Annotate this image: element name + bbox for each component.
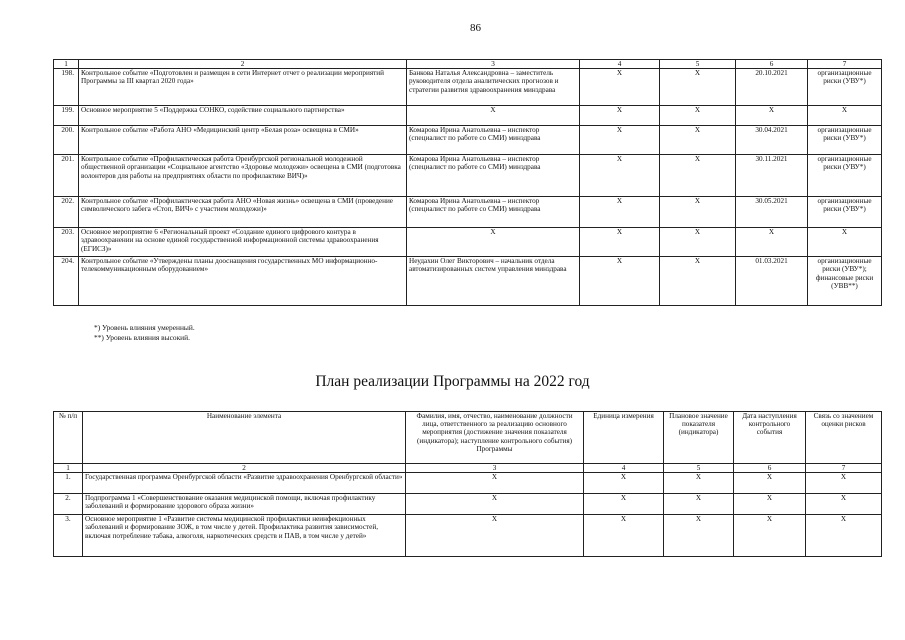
element-name: Основное мероприятие 5 «Поддержка СОНКО, содействие социального партнерства»	[79, 106, 407, 126]
element-name: Основное мероприятие 6 «Региональный проект «Создание единого цифрового контура в здравоохранении на основе единой государственной информационной системы здравоохранения (ЕГИСЗ)»	[79, 228, 407, 257]
footnote-high: **) Уровень влияния высокий.	[94, 332, 190, 342]
plan-value-cell: Х	[664, 473, 734, 494]
plan-value-cell: Х	[660, 228, 736, 257]
risk-cell: Х	[808, 106, 882, 126]
element-name: Государственная программа Оренбургской области «Развитие здравоохранения Оренбургской области»	[83, 473, 406, 494]
table-row	[54, 473, 882, 494]
column-number: 4	[584, 464, 664, 473]
element-name: Контрольное событие «Профилактическая работа АНО «Новая жизнь» освещена в СМИ (проведение символического забега «Стоп, ВИЧ» с участием молодежи)»	[79, 197, 407, 228]
unit-cell: Х	[584, 515, 664, 557]
column-number: 5	[664, 464, 734, 473]
row-number: 202.	[54, 197, 79, 228]
unit-cell: Х	[580, 126, 660, 155]
column-number: 6	[736, 60, 808, 69]
risk-cell: организационные риски (УВУ*)	[808, 69, 882, 106]
event-date-cell: Х	[734, 515, 806, 557]
element-name: Контрольное событие «Подготовлен и размещен в сети Интернет отчет о реализации мероприятий Программы за III квартал 2020 года»	[79, 69, 407, 106]
plan-value-cell: Х	[664, 515, 734, 557]
unit-cell: Х	[580, 197, 660, 228]
element-name: Контрольное событие «Профилактическая работа Оренбургской региональной молодежной общественной организации «Социальное агентство «Здоровье молодежи» освещена в СМИ (подготовка волонтеров для работы на предприятиях области по профилактике ВИЧ)»	[79, 155, 407, 197]
row-number: 200.	[54, 126, 79, 155]
column-number: 7	[806, 464, 882, 473]
column-number: 1	[54, 60, 79, 69]
element-name: Основное мероприятие 1 «Развитие системы медицинской профилактики неинфекционных заболеваний и формирование ЗОЖ, в том числе у детей. Профилактика развития зависимостей, включая потребление табака, алкоголя, наркотических средств и ПАВ, в том числе у детей»	[83, 515, 406, 557]
responsible-person: Комарова Ирина Анатольевна – инспектор (специалист по работе со СМИ) минздрава	[407, 155, 580, 197]
unit-cell: Х	[580, 106, 660, 126]
element-name: Контрольное событие «Работа АНО «Медицинский центр «Белая роза» освещена в СМИ»	[79, 126, 407, 155]
plan-value-cell: Х	[660, 197, 736, 228]
table-row	[54, 155, 882, 197]
risk-cell: организационные риски (УВУ*)	[808, 197, 882, 228]
responsible-person: Х	[407, 228, 580, 257]
header-risk: Связь со значением оценки рисков	[806, 412, 882, 464]
plan-value-cell: Х	[660, 155, 736, 197]
implementation-table-2021	[53, 59, 882, 306]
column-number: 5	[660, 60, 736, 69]
responsible-person: Х	[406, 473, 584, 494]
event-date-cell: 01.03.2021	[736, 257, 808, 306]
event-date-cell: 30.05.2021	[736, 197, 808, 228]
column-number-row	[54, 464, 882, 473]
table-row	[54, 228, 882, 257]
column-number: 3	[406, 464, 584, 473]
risk-cell: организационные риски (УВУ*)	[808, 155, 882, 197]
risk-cell: Х	[806, 515, 882, 557]
risk-cell: Х	[806, 494, 882, 515]
row-number: 204.	[54, 257, 79, 306]
event-date-cell: 30.04.2021	[736, 126, 808, 155]
column-number-row	[54, 60, 882, 69]
table-row	[54, 515, 882, 557]
header-plan-value: Плановое значение показателя (индикатора)	[664, 412, 734, 464]
column-number: 1	[54, 464, 83, 473]
element-name: Контрольное событие «Утверждены планы дооснащения государственных МО информационно-телекоммуникационным оборудованием»	[79, 257, 407, 306]
column-number: 4	[580, 60, 660, 69]
unit-cell: Х	[580, 69, 660, 106]
header-responsible: Фамилия, имя, отчество, наименование должности лица, ответственного за реализацию основного мероприятия (достижение значения показателя (индикатора); наступление контрольного события) Программы	[406, 412, 584, 464]
table-row	[54, 197, 882, 228]
row-number: 3.	[54, 515, 83, 557]
responsible-person: Банкова Наталья Александровна – заместитель руководителя отдела аналитических прогнозов и стратегии развития здравоохранения минздрава	[407, 69, 580, 106]
plan-value-cell: Х	[660, 106, 736, 126]
footnote-moderate: *) Уровень влияния умеренный.	[94, 323, 195, 332]
event-date-cell: Х	[736, 106, 808, 126]
risk-cell: организационные риски (УВУ*); финансовые риски (УВВ**)	[808, 257, 882, 306]
column-number: 7	[808, 60, 882, 69]
row-number: 199.	[54, 106, 79, 126]
plan-title: План реализации Программы на 2022 год	[315, 373, 590, 390]
table-row	[54, 257, 882, 306]
header-element-name: Наименование элемента	[83, 412, 406, 464]
table-row	[54, 126, 882, 155]
unit-cell: Х	[580, 228, 660, 257]
row-number: 1.	[54, 473, 83, 494]
column-number: 2	[83, 464, 406, 473]
unit-cell: Х	[580, 155, 660, 197]
risk-cell: организационные риски (УВУ*)	[808, 126, 882, 155]
event-date-cell: Х	[734, 494, 806, 515]
plan-value-cell: Х	[660, 126, 736, 155]
header-row	[54, 412, 882, 464]
element-name: Подпрограмма 1 «Совершенствование оказания медицинской помощи, включая профилактику заболеваний и формирование здорового образа жизни»	[83, 494, 406, 515]
page-number: 86	[470, 22, 481, 34]
table-row	[54, 106, 882, 126]
event-date-cell: 20.10.2021	[736, 69, 808, 106]
responsible-person: Комарова Ирина Анатольевна – инспектор (специалист по работе со СМИ) минздрава	[407, 126, 580, 155]
footnotes	[94, 323, 195, 342]
risk-cell: Х	[808, 228, 882, 257]
risk-cell: Х	[806, 473, 882, 494]
table-row	[54, 69, 882, 106]
row-number: 198.	[54, 69, 79, 106]
plan-value-cell: Х	[660, 69, 736, 106]
column-number: 2	[79, 60, 407, 69]
event-date-cell: 30.11.2021	[736, 155, 808, 197]
event-date-cell: Х	[734, 473, 806, 494]
header-unit: Единица измерения	[584, 412, 664, 464]
plan-value-cell: Х	[660, 257, 736, 306]
column-number: 3	[407, 60, 580, 69]
table-row	[54, 494, 882, 515]
header-num: № п/п	[54, 412, 83, 464]
responsible-person: Х	[406, 494, 584, 515]
row-number: 2.	[54, 494, 83, 515]
responsible-person: Х	[406, 515, 584, 557]
column-number: 6	[734, 464, 806, 473]
responsible-person: Комарова Ирина Анатольевна – инспектор (специалист по работе со СМИ) минздрава	[407, 197, 580, 228]
header-event-date: Дата наступления контрольного события	[734, 412, 806, 464]
row-number: 203.	[54, 228, 79, 257]
event-date-cell: Х	[736, 228, 808, 257]
responsible-person: Неудахин Олег Викторович – начальник отдела автоматизированных систем управления минздрава	[407, 257, 580, 306]
unit-cell: Х	[584, 473, 664, 494]
plan-value-cell: Х	[664, 494, 734, 515]
implementation-table-2022	[53, 411, 882, 557]
responsible-person: Х	[407, 106, 580, 126]
unit-cell: Х	[584, 494, 664, 515]
unit-cell: Х	[580, 257, 660, 306]
row-number: 201.	[54, 155, 79, 197]
